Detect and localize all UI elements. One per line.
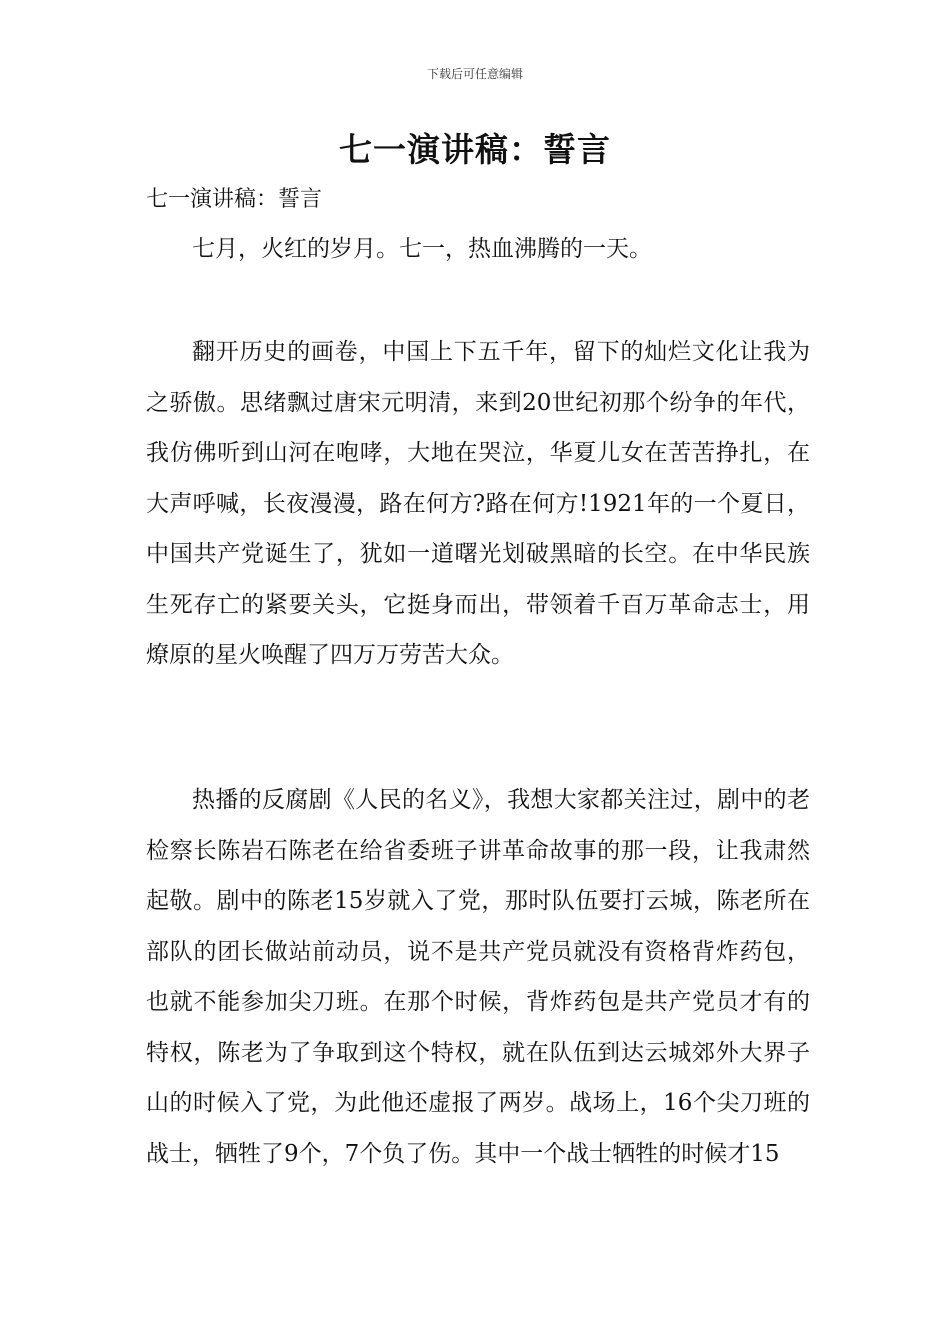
document-title: 七一演讲稿：誓言 [339,130,611,169]
page-header-note: 下载后可任意编辑 [426,67,523,81]
paragraph-2: 翻开历史的画卷，中国上下五千年，留下的灿烂文化让我为之骄傲。思绪飘过唐宋元明清，来到20世纪初那个纷争的年代，我仿佛听到山河在咆哮，大地在哭泣，华夏儿女在苦苦挣扎，在大声呼喊，长夜漫漫，路在何方?路在何方!1921年的一个夏日，中国共产党诞生了，犹如一道曙光划破黑暗的长空。在中华民族生死存亡的紧要关头，它挺身而出，带领着千百万革命志士，用燎原的星火唤醒了四万万劳苦大众。 [146,339,810,668]
document-subtitle: 七一演讲稿：誓言 [146,187,323,212]
paragraph-3: 热播的反腐剧《人民的名义》，我想大家都关注过，剧中的老检察长陈岩石陈老在给省委班子讲革命故事的那一段，让我肃然起敬。剧中的陈老15岁就入了党，那时队伍要打云城，陈老所在部队的团长做站前动员，说不是共产党员就没有资格背炸药包，也就不能参加尖刀班。在那个时候，背炸药包是共产党员才有的特权，陈老为了争取到这个特权，就在队伍到达云城郊外大界子山的时候入了党，为此他还虚报了两岁。战场上，16个尖刀班的战士，牺牲了9个，7个负了伤。其中一个战士牺牲的时候才15 [146,787,810,1167]
paragraph-1: 七月，火红的岁月。七一，热血沸腾的一天。 [192,236,652,262]
